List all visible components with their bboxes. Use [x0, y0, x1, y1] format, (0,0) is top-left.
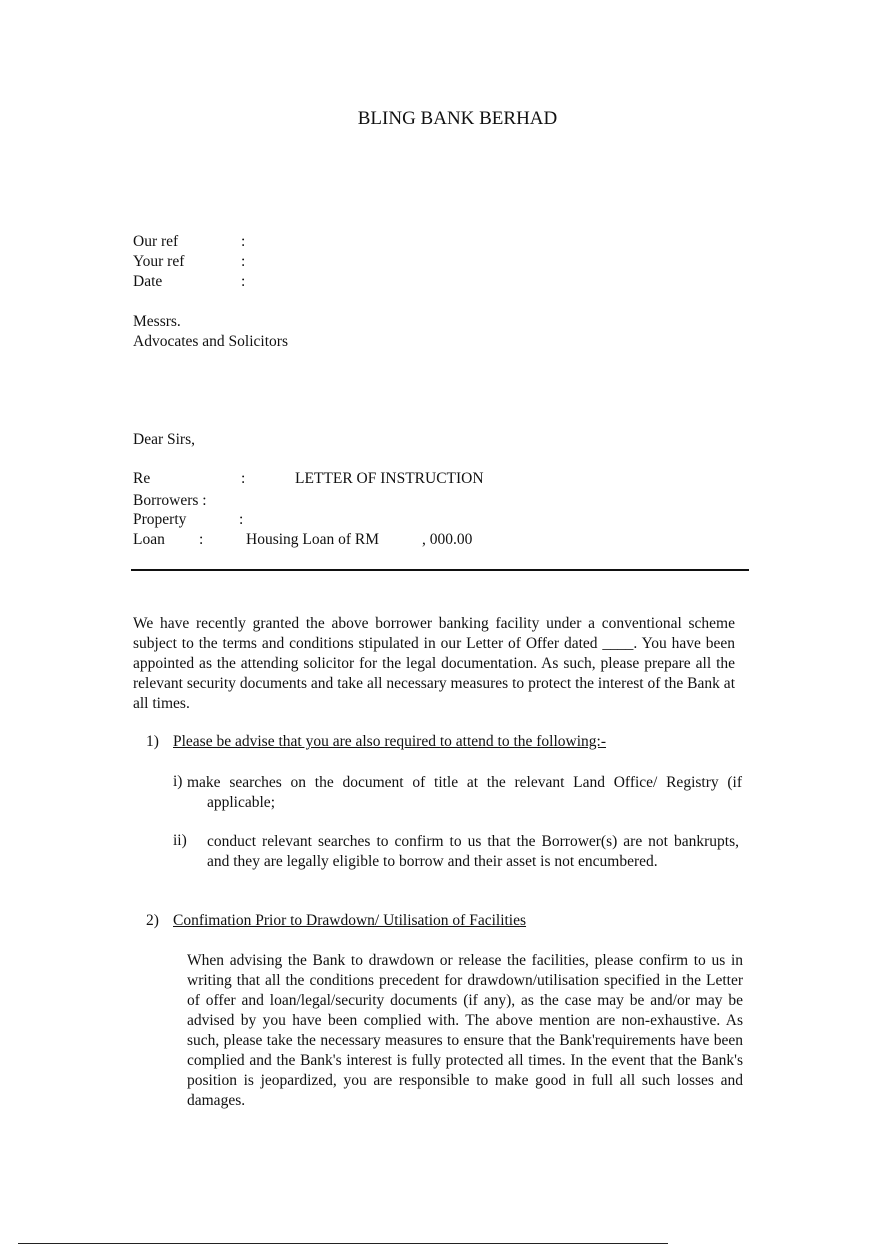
our-ref-colon: : [241, 233, 246, 250]
property-label: Property [133, 511, 187, 528]
your-ref-colon: : [241, 253, 246, 270]
item-i-number: i) [173, 773, 183, 790]
subject-divider [131, 569, 749, 571]
addressee-line1: Messrs. [133, 313, 181, 330]
our-ref-label: Our ref [133, 233, 179, 250]
re-value: LETTER OF INSTRUCTION [295, 470, 484, 487]
loan-amount: , 000.00 [422, 531, 473, 548]
footer-line [18, 1243, 668, 1244]
intro-paragraph: We have recently granted the above borrower banking facility under a conventional scheme subject to the terms and conditions stipulated in our Letter of Offer dated ____. You have been appointed as the attending solicitor for the legal documentation. As such, please prepare all the relevant security documents and take all necessary measures to protect the interest of the Bank at all times. [133, 615, 735, 712]
section1-heading: Please be advise that you are also required to attend to the following:- [173, 733, 607, 750]
section2-number: 2) [146, 912, 159, 929]
date-label: Date [133, 273, 163, 290]
loan-colon: : [199, 531, 204, 548]
re-colon: : [241, 470, 246, 487]
salutation: Dear Sirs, [133, 431, 195, 448]
item-ii-text [207, 832, 739, 872]
item-ii-body: conduct relevant searches to confirm to us that the Borrower(s) are not bankrupts, and they are legally eligible to borrow and their asset is not encumbered. [207, 833, 739, 870]
bank-name: BLING BANK BERHAD [357, 108, 558, 129]
section1-number: 1) [146, 733, 159, 750]
borrowers-label: Borrowers : [133, 492, 207, 509]
addressee-line2: Advocates and Solicitors [133, 333, 288, 350]
your-ref-label: Your ref [133, 253, 185, 270]
loan-label: Loan [133, 531, 165, 548]
section2-heading: Confimation Prior to Drawdown/ Utilisation of Facilities [173, 912, 527, 929]
re-label: Re [133, 470, 151, 487]
item-i-text [187, 773, 742, 813]
property-colon: : [239, 511, 244, 528]
item-i-body: make searches on the document of title at the relevant Land Office/ Registry (if applicable; [187, 774, 742, 811]
section2-paragraph: When advising the Bank to drawdown or release the facilities, please confirm to us in writing that all the conditions precedent for drawdown/utilisation specified in the Letter of offer and loan/legal/security documents (if any), as the case may be and/or may be advised by you have been complied with. The above mention are non-exhaustive. As such, please take the necessary measures to ensure that the Bank'requirements have been complied and the Bank's interest is fully protected all times. In the event that the Bank's position is jeopardized, you are responsible to make good in full all such losses and damages. [187, 952, 743, 1109]
item-ii-number: ii) [173, 832, 187, 849]
date-colon: : [241, 273, 246, 290]
loan-value: Housing Loan of RM [246, 531, 380, 548]
